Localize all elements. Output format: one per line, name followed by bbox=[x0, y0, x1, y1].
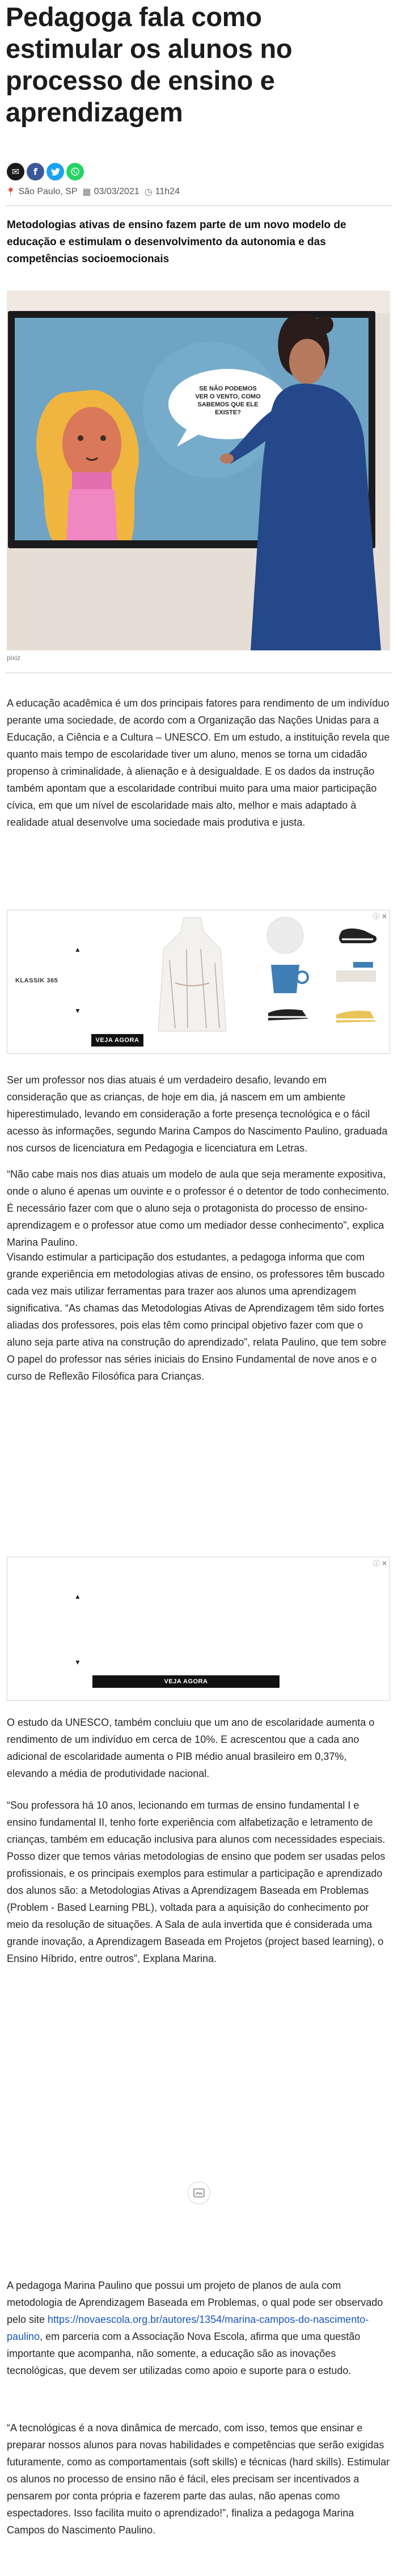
article-paragraph bbox=[7, 2277, 390, 2379]
article-photo bbox=[7, 291, 390, 650]
share-bar bbox=[7, 163, 84, 180]
article-paragraph: “Sou professora há 10 anos, lecionando em turmas de ensino fundamental I e ensino fundamental II, tenho forte experiência com alfabetização e letramento de crianças, também em educação inclusiva para alunos com necessidades especiais. Posso dizer que temos várias metodologias de ensino que podem ser usadas pelos profissionais, e os principais exemplos para estimular a participação e aprendizado dos alunos são: a Metodologias Ativas a Aprendizagem Baseada em Problemas (Problem - Based Learning PBL), voltada para a aquisição do conhecimento por meio da resolução de situações. A Sala de aula invertida que é considerada uma grande inovação, a Aprendizagem Baseada em Projetos (project based learning), o Ensino Híbrido, entre outros”, Explana Marina. bbox=[7, 1800, 386, 1964]
ad-dress-image bbox=[153, 915, 232, 1034]
source-link[interactable]: https://novaescola.org.br/autores/1354/marina-campos-do-nascimento-paulino bbox=[7, 2314, 369, 2342]
whatsapp-share-icon[interactable] bbox=[66, 163, 84, 180]
photo-illustration bbox=[7, 291, 390, 650]
email-share-icon[interactable]: ✉ bbox=[7, 163, 24, 180]
article-title: Pedagoga fala como estimular os alunos no processo de ensino e aprendizagem bbox=[6, 2, 293, 127]
gallery-icon bbox=[193, 2188, 205, 2197]
article-paragraph: Ser um professor nos dias atuais é um verdadeiro desafio, levando em consideração que as crianças, de hoje em dia, já nascem em um ambiente hiperestimulado, levando em consideração a forte presença tecnológica e o fácil acesso às informações, segundo Marina Campos do Nascimento Paulino, graduada nos cursos de licenciatura em Pedagogia e licenciatura em Letras. bbox=[7, 1074, 388, 1154]
clock-icon: ◷ bbox=[144, 187, 153, 197]
advertisement[interactable] bbox=[7, 1557, 390, 1701]
advertisement[interactable] bbox=[7, 910, 390, 1054]
whatsapp-phone-icon bbox=[70, 167, 80, 177]
divider bbox=[6, 205, 392, 206]
ad-cta-button[interactable]: VEJA AGORA bbox=[91, 1034, 143, 1047]
article-date: 03/03/2021 bbox=[94, 187, 139, 196]
article-paragraph: “A tecnológicas é a nova dinâmica de mercado, com isso, temos que ensinar e preparar nossos alunos para novas habilidades e competências que serão exigidas futuramente, como as comportamentais (soft skills) e técnicas (hard skills). Estimular os alunos no processo de ensino não é fácil, eles precisam ser incentivados a pensarem por conta própria e fazerem parte das aulas, não apenas como espectadores. Isso facilita muito o aprendizado!”, finaliza a pedagoga Marina Campos do Nascimento Paulino. bbox=[7, 2422, 390, 2536]
ad-close-icon[interactable]: ⓘ ✕ bbox=[372, 1560, 387, 1568]
article-paragraph: “Não cabe mais nos dias atuais um modelo de aula que seja meramente expositiva, onde o aluno é apenas um ouvinte e o professor é o detentor de todo conhecimento. É necessário fazer com que o aluno seja o protagonista do processo de ensino-aprendizagem e o professor atue como um mediador desse conhecimento”, explica Marina Paulino. bbox=[7, 1169, 389, 1248]
load-more-button[interactable] bbox=[188, 2182, 210, 2204]
article-time: 11h24 bbox=[155, 187, 180, 196]
paragraph-text: , em parceria com a Associação Nova Escola, afirma que uma questão importante que acompanha, não somente, a educação são as inovações tecnológicas, que devem ser utilizadas como apoio e suporte para o estudo. bbox=[7, 2331, 361, 2376]
article-lead: Metodologias ativas de ensino fazem parte de um novo modelo de educação e estimulam o desenvolvimento da autonomia e das competências socioemocionais bbox=[7, 219, 346, 265]
ad-close-icon[interactable]: ⓘ ✕ bbox=[372, 913, 387, 921]
photo-caption: pixiz bbox=[7, 654, 21, 662]
ad-down-arrow-icon[interactable]: ▼ bbox=[74, 1658, 81, 1666]
facebook-share-icon[interactable]: f bbox=[27, 163, 44, 180]
ad-cta-button[interactable]: VEJA AGORA bbox=[92, 1675, 280, 1688]
board-text: SE NÃO PODEMOS VER O VENTO, COMO SABEMOS QUE ELE EXISTE? bbox=[195, 385, 261, 416]
article-paragraph: O estudo da UNESCO, também concluiu que um ano de escolaridade aumenta o rendimento de um indivíduo em cerca de 10%. E acrescentou que a cada ano adicional de escolaridade aumenta o PIB médio anual brasileiro em 0,37%, elevando a média de produtividade nacional. bbox=[7, 1717, 375, 1779]
article-paragraph: Visando estimular a participação dos estudantes, a pedagoga informa que com grande experiência em metodologias ativas de ensino, os professores têm buscado cada vez mais utilizar ferramentas para trazer aos alunos uma aprendizagem significativa. “As chamas das Metodologias Ativas de Aprendizagem têm sido fortes aliadas dos professores, pois elas têm como principal objetivo fazer com que o aluno seja parte ativa na construção do aprendizado”, relata Paulino, que tem sobre O papel do professor nas séries iniciais do Ensino Fundamental de nove anos e o curso de Reflexão Filosófica para Crianças. bbox=[7, 1251, 387, 1382]
twitter-share-icon[interactable] bbox=[46, 163, 64, 180]
twitter-bird-icon bbox=[51, 168, 60, 176]
paragraph-text: A pedagoga Marina Paulino que possui um projeto de planos de aula com metodologia de Aprendizagem Baseada em Problemas, o qual pode ser observado pelo site bbox=[7, 2280, 383, 2325]
article-location: São Paulo, SP bbox=[18, 187, 78, 196]
ad-down-arrow-icon[interactable]: ▼ bbox=[74, 1007, 81, 1015]
article-paragraph: A educação acadêmica é um dos principais fatores para rendimento de um indivíduo perante uma sociedade, de acordo com a Organização das Nações Unidas para a Educação, a Ciência e a Cultura – UNESCO. Em um estudo, a instituição revela que quanto mais tempo de escolaridade tiver um aluno, menos se torna um cidadão propenso à criminalidade, à alienação e à desigualdade. E os dados da instrução também apontam que a escolaridade contribui muito para uma maior participação cívica, em que um nível de escolaridade mais alto, melhor e mais adaptado à realidade atual desenvolve uma sociedade mais produtiva e justa. bbox=[7, 697, 390, 828]
ad-up-arrow-icon[interactable]: ▲ bbox=[74, 1592, 81, 1600]
location-pin-icon: 📍 bbox=[6, 187, 16, 196]
ad-brand: KLASSIK 365 bbox=[15, 977, 58, 984]
article-meta bbox=[6, 186, 180, 197]
ad-products-image bbox=[257, 914, 387, 1050]
ad-up-arrow-icon[interactable]: ▲ bbox=[74, 945, 81, 953]
calendar-icon: ▦ bbox=[82, 187, 91, 197]
